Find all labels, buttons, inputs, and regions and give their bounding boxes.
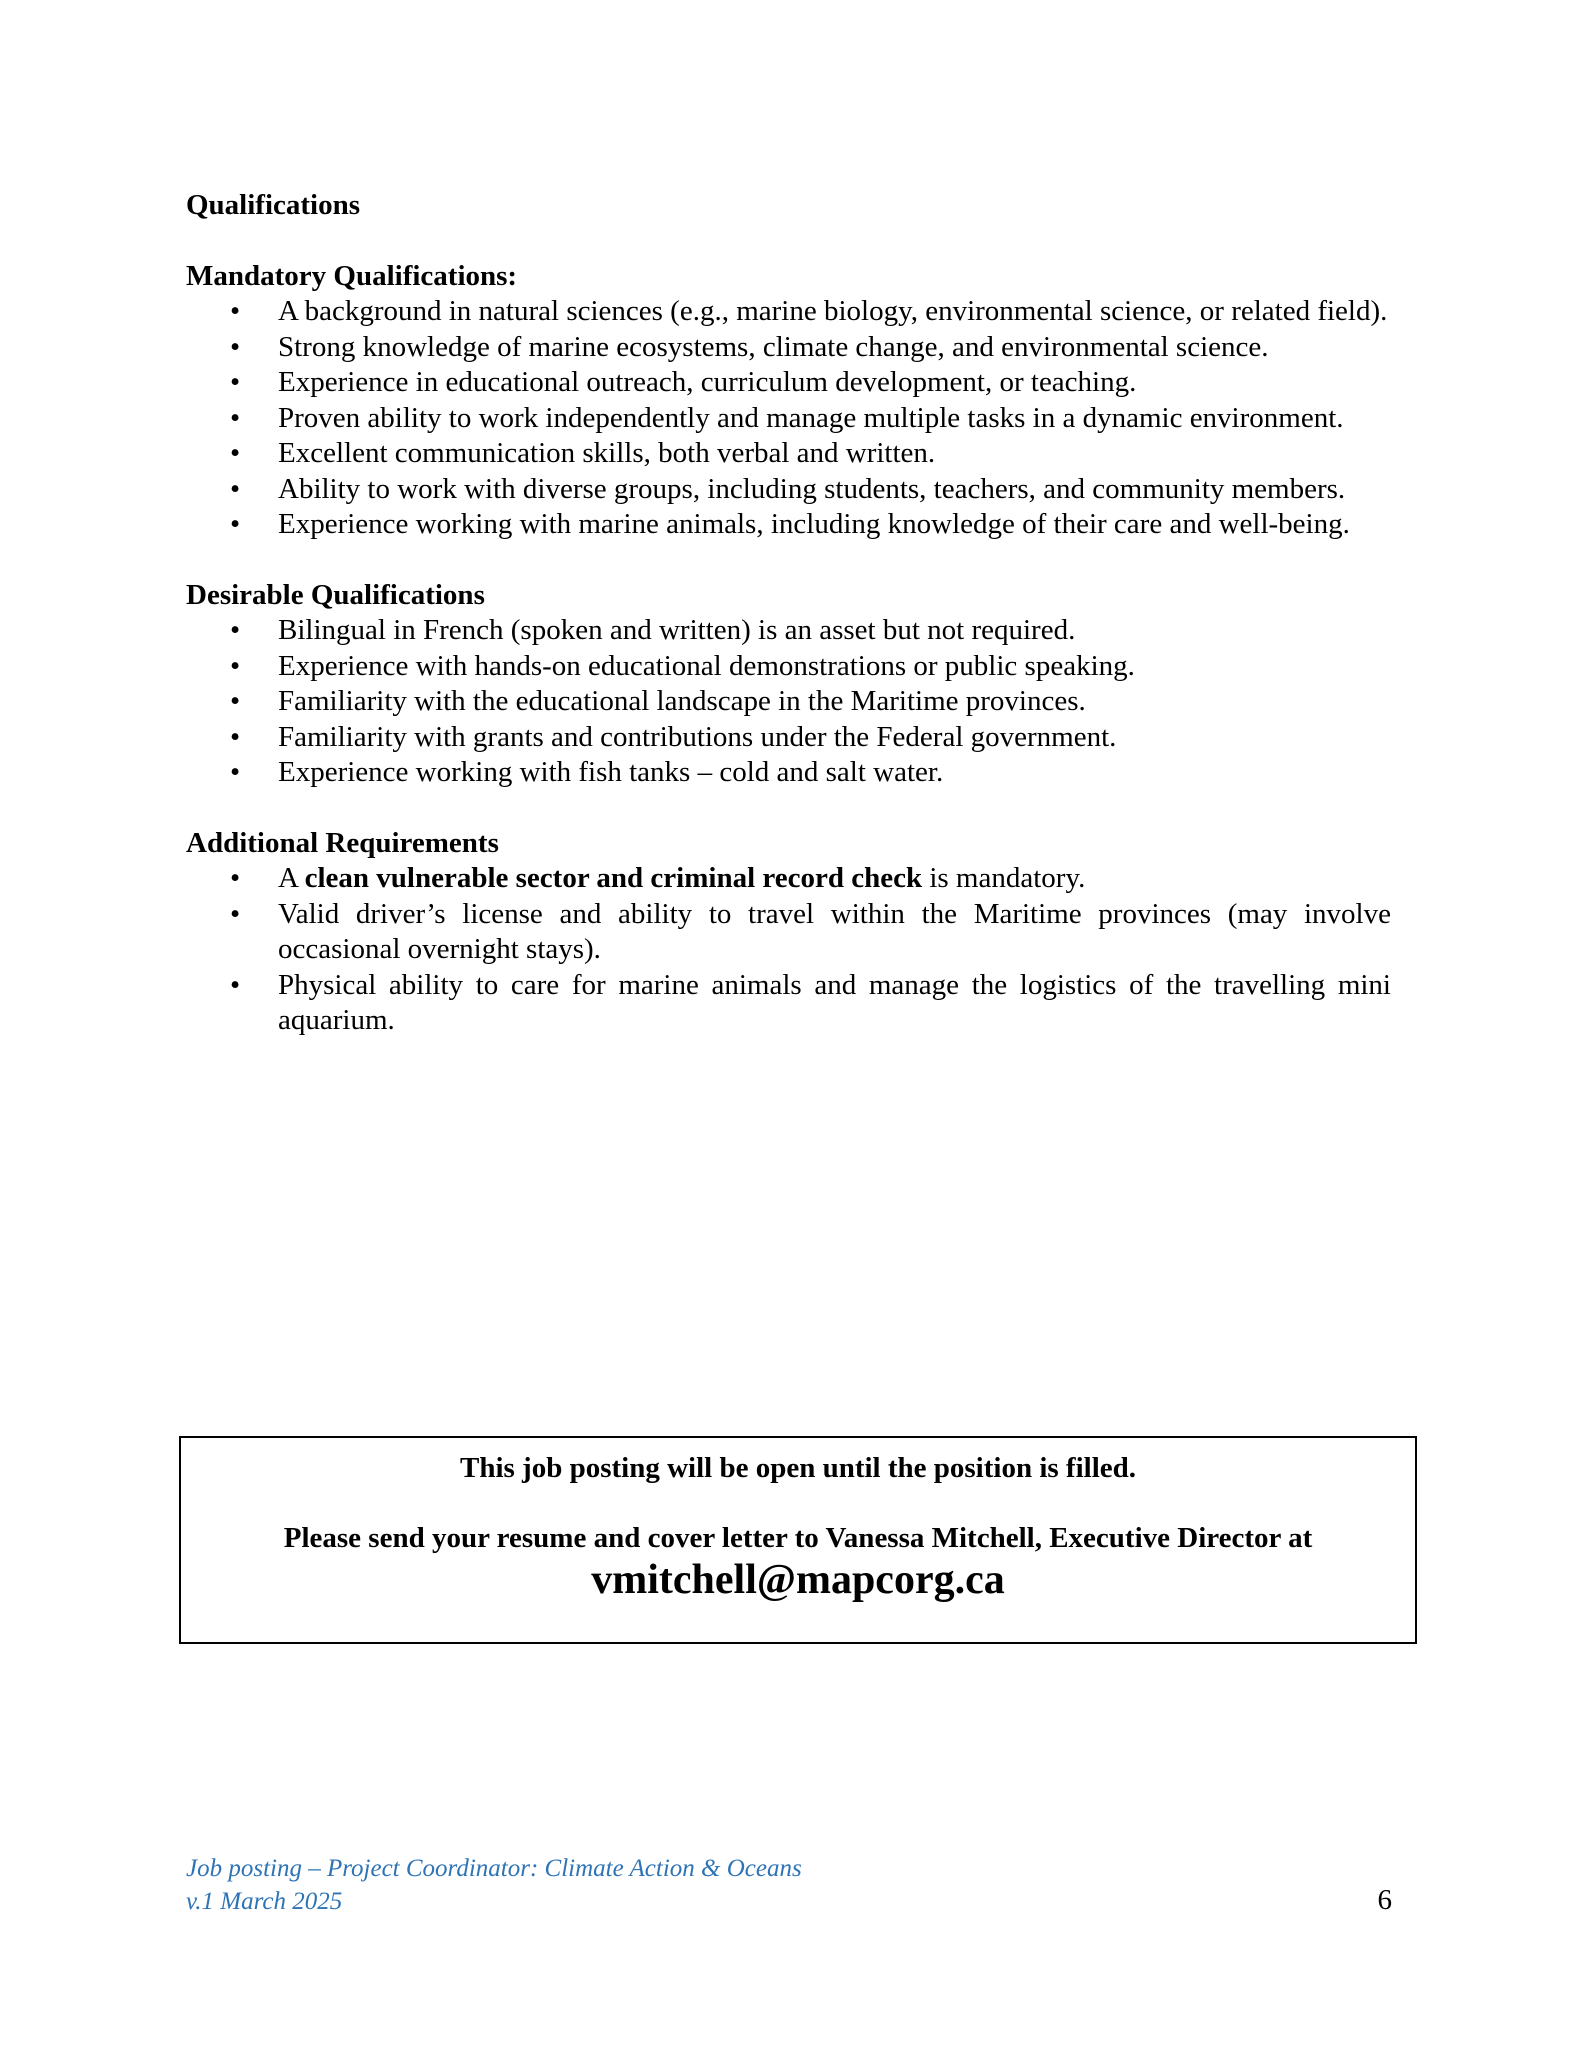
- item-text: is mandatory.: [922, 862, 1086, 894]
- list-item: • Familiarity with grants and contributions under the Federal government.: [186, 720, 1391, 756]
- footer-title: Job posting – Project Coordinator: Climate Action & Oceans: [186, 1855, 802, 1882]
- desirable-heading: Desirable Qualifications: [186, 578, 485, 611]
- footer-version: v.1 March 2025: [186, 1888, 343, 1915]
- item-text: A: [278, 862, 305, 894]
- list-item: • Familiarity with the educational landscape in the Maritime provinces.: [186, 684, 1391, 720]
- document-body: [186, 188, 1391, 1074]
- list-item: • Ability to work with diverse groups, including students, teachers, and community members.: [186, 472, 1391, 508]
- application-instructions: Please send your resume and cover letter to Vanessa Mitchell, Executive Director at: [283, 1522, 1313, 1554]
- list-item: • Excellent communication skills, both verbal and written.: [186, 436, 1391, 472]
- list-item: • Bilingual in French (spoken and written) is an asset but not required.: [186, 613, 1391, 649]
- notice-box: [179, 1436, 1417, 1644]
- list-item: • Experience in educational outreach, curriculum development, or teaching.: [186, 365, 1391, 401]
- list-item: • Experience working with marine animals, including knowledge of their care and well-being.: [186, 507, 1391, 543]
- mandatory-heading: Mandatory Qualifications:: [186, 259, 518, 292]
- footer: [186, 1852, 802, 1918]
- additional-list: [186, 861, 1391, 1039]
- list-item: [186, 861, 1391, 897]
- list-item: • Valid driver’s license and ability to travel within the Maritime provinces (may involve occasional overnight stays).: [186, 897, 1391, 968]
- emphasis-text: clean vulnerable sector and criminal record check: [304, 862, 923, 894]
- list-item: • Experience working with fish tanks – cold and salt water.: [186, 755, 1391, 791]
- list-item: • Proven ability to work independently and manage multiple tasks in a dynamic environment.: [186, 401, 1391, 437]
- posting-open-notice: This job posting will be open until the position is filled.: [459, 1452, 1137, 1484]
- additional-heading: Additional Requirements: [186, 826, 499, 859]
- section-title: Qualifications: [186, 189, 361, 221]
- page-number: 6: [1377, 1884, 1392, 1916]
- mandatory-list: [186, 294, 1391, 543]
- list-item: • Physical ability to care for marine animals and manage the logistics of the travelling mini aquarium.: [186, 968, 1391, 1039]
- desirable-list: [186, 613, 1391, 791]
- contact-email: vmitchell@mapcorg.ca: [591, 1557, 1005, 1603]
- list-item: • Experience with hands-on educational demonstrations or public speaking.: [186, 649, 1391, 685]
- list-item: • Strong knowledge of marine ecosystems, climate change, and environmental science.: [186, 330, 1391, 366]
- list-item: • A background in natural sciences (e.g., marine biology, environmental science, or related field).: [186, 294, 1391, 330]
